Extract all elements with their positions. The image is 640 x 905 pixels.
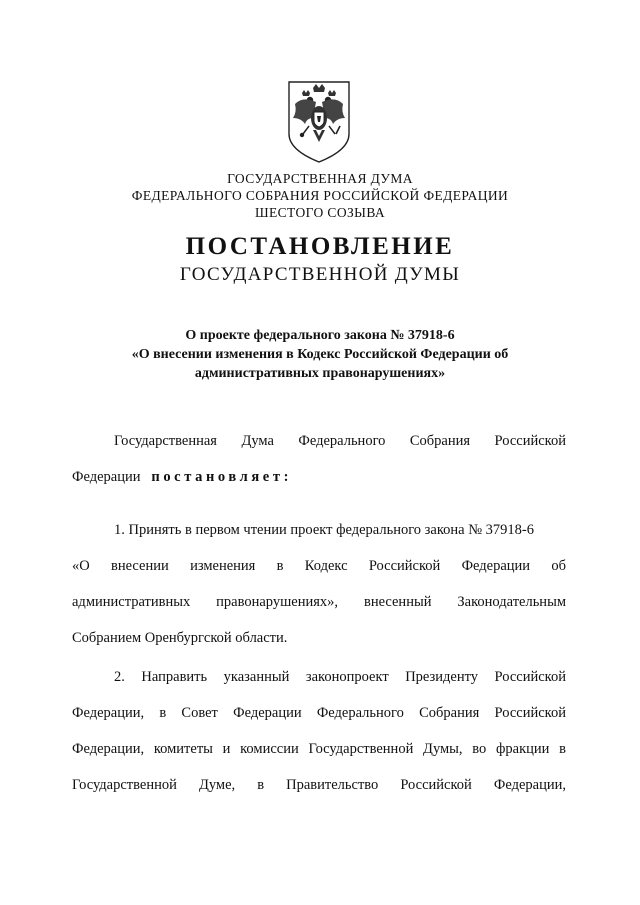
item-1-line-1: 1. Принять в первом чтении проект федерального закона № 37918-6	[114, 522, 534, 538]
preamble-federation: Федерации	[72, 469, 141, 485]
header-line-3: ШЕСТОГО СОЗЫВА	[254, 205, 386, 220]
resolves-verb: постановляет:	[151, 469, 292, 485]
subject-line-2: «О внесении изменения в Кодекс Российской Федерации об	[131, 347, 509, 362]
item-2-line-2: Федерации, в Совет Федерации Федерального Собрания Российской	[72, 705, 566, 721]
document-subject	[90, 326, 550, 383]
subject-line-3: административных правонарушениях»	[194, 366, 446, 381]
coat-of-arms-emblem	[283, 78, 355, 166]
item-1-line-4: Собранием Оренбургской области.	[72, 630, 288, 646]
item-2-paragraph	[72, 659, 566, 803]
item-2-line-4: Государственной Думе, в Правительство Российской Федерации,	[72, 777, 566, 793]
item-1-line-2: «О внесении изменения в Кодекс Российской Федерации об	[72, 558, 566, 574]
preamble-paragraph	[72, 423, 566, 495]
item-2-line-3: Федерации, комитеты и комиссии Государственной Думы, во фракции в	[72, 741, 566, 757]
item-1-paragraph	[72, 512, 566, 656]
document-issuer-title: ГОСУДАРСТВЕННОЙ ДУМЫ	[179, 264, 461, 285]
header-line-1: ГОСУДАРСТВЕННАЯ ДУМА	[227, 171, 413, 186]
subject-line-1: О проекте федерального закона № 37918-6	[185, 328, 455, 343]
header-line-2: ФЕДЕРАЛЬНОГО СОБРАНИЯ РОССИЙСКОЙ ФЕДЕРАЦИИ	[131, 188, 509, 203]
preamble-line-1: Государственная Дума Федерального Собрания Российской	[114, 433, 566, 449]
issuing-body-header	[0, 170, 640, 221]
preamble-line-2	[72, 459, 566, 495]
item-2-line-1: 2. Направить указанный законопроект Президенту Российской	[114, 669, 566, 685]
document-type-title: ПОСТАНОВЛЕНИЕ	[185, 233, 455, 260]
item-1-line-3: административных правонарушениях», внесенный Законодательным	[72, 594, 566, 610]
